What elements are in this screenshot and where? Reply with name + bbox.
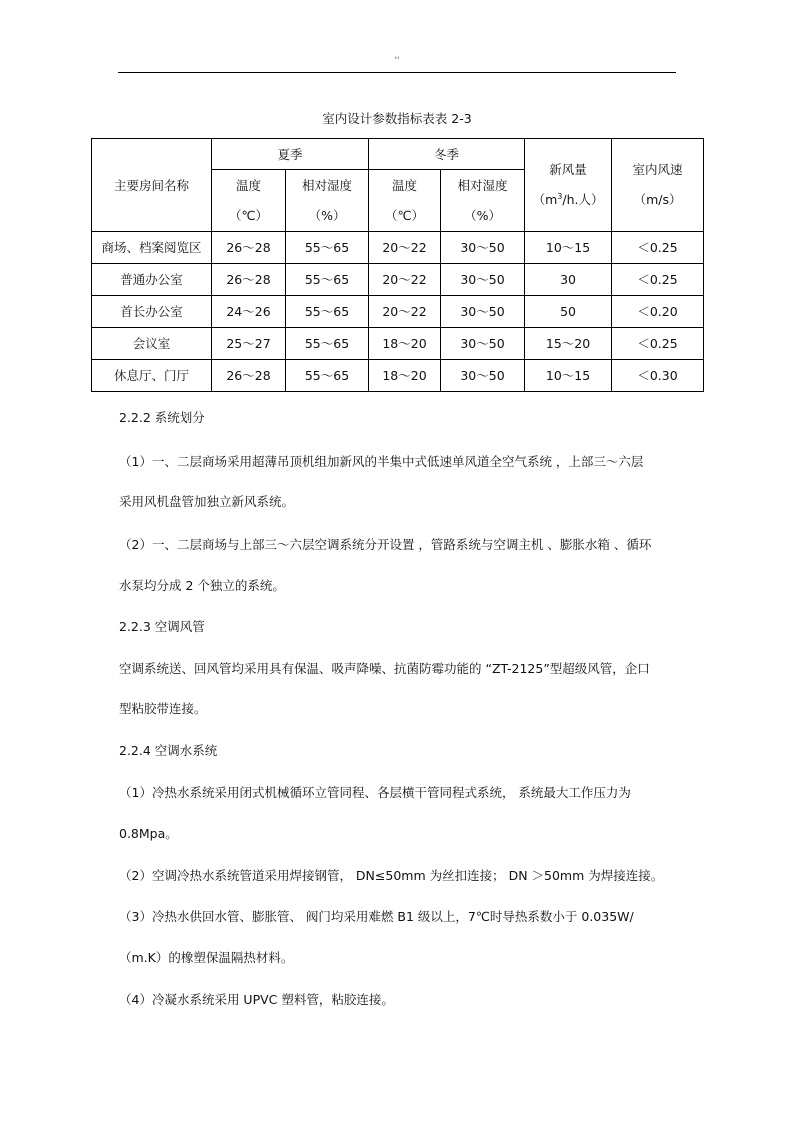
cell-room-name: 首长办公室 [92, 296, 212, 328]
paragraph-line: （3）冷热水供回水管、膨胀管、 阀门均采用难燃 B1 级以上，7℃时导热系数小于 0.035W/ [119, 909, 634, 924]
winter-temp-unit: （℃） [384, 207, 425, 223]
cell-air-speed: ＜0.20 [612, 296, 704, 328]
cell-summer-humidity: 55～65 [286, 360, 369, 392]
table-row [92, 328, 704, 360]
cell-winter-temp: 18～20 [369, 360, 441, 392]
header-fresh-air [525, 139, 612, 232]
header-room-name: 主要房间名称 [92, 139, 212, 232]
table-row [92, 296, 704, 328]
cell-summer-temp: 26～28 [212, 264, 286, 296]
winter-temp-label: 温度 [392, 177, 418, 193]
cell-air-speed: ＜0.30 [612, 360, 704, 392]
cell-summer-temp: 26～28 [212, 232, 286, 264]
header-winter: 冬季 [369, 139, 525, 170]
cell-fresh-air: 50 [525, 296, 612, 328]
cell-winter-temp: 18～20 [369, 328, 441, 360]
paragraph-line: 型粘胶带连接。 [119, 701, 207, 716]
header-fresh-air-label: 新风量 [549, 162, 587, 177]
cell-fresh-air: 10～15 [525, 360, 612, 392]
cell-fresh-air: 15～20 [525, 328, 612, 360]
cell-summer-temp: 25～27 [212, 328, 286, 360]
fresh-air-unit-pre: （m [532, 192, 558, 207]
paragraph-line: （1）冷热水系统采用闭式机械循环立管同程、各层横干管同程式系统， 系统最大工作压力为 [119, 785, 631, 800]
table-header-row [92, 139, 704, 170]
cell-room-name: 会议室 [92, 328, 212, 360]
table-row [92, 264, 704, 296]
section-title-2-2-2: 2.2.2 系统划分 [119, 410, 205, 425]
cell-winter-temp: 20～22 [369, 264, 441, 296]
cell-winter-humidity: 30～50 [441, 296, 525, 328]
cell-winter-humidity: 30～50 [441, 328, 525, 360]
header-mark: '' [394, 56, 400, 66]
header-air-speed [612, 139, 704, 232]
header-fresh-air-unit [525, 185, 611, 215]
cell-summer-humidity: 55～65 [286, 296, 369, 328]
header-summer: 夏季 [212, 139, 369, 170]
cell-summer-humidity: 55～65 [286, 328, 369, 360]
paragraph-line: 采用风机盘管加独立新风系统。 [119, 494, 295, 509]
cell-fresh-air: 30 [525, 264, 612, 296]
winter-humidity-label: 相对湿度 [457, 177, 508, 193]
summer-temp-unit: （℃） [228, 207, 269, 223]
paragraph-line: （2）空调冷热水系统管道采用焊接钢管， DN≤50mm 为丝扣连接； DN ＞50mm 为焊接连接。 [119, 868, 664, 883]
header-air-speed-label: 室内风速 [632, 162, 683, 177]
table-row [92, 360, 704, 392]
fresh-air-unit-post: /h.人） [562, 192, 604, 207]
winter-humidity-unit: （%） [464, 207, 501, 223]
cell-winter-temp: 20～22 [369, 232, 441, 264]
header-air-speed-unit: （m/s） [633, 192, 682, 207]
cell-fresh-air: 10～15 [525, 232, 612, 264]
paragraph-line: 空调系统送、回风管均采用具有保温、吸声降噪、抗菌防霉功能的 “ZT-2125”型超级风管，企口 [119, 661, 650, 676]
summer-humidity-unit: （%） [308, 207, 346, 223]
cell-air-speed: ＜0.25 [612, 264, 704, 296]
header-rule [118, 72, 676, 73]
paragraph-line: （4）冷凝水系统采用 UPVC 塑料管，粘胶连接。 [119, 992, 394, 1007]
cell-winter-temp: 20～22 [369, 296, 441, 328]
cell-room-name: 休息厅、门厅 [92, 360, 212, 392]
summer-humidity-label: 相对湿度 [302, 177, 353, 193]
cell-room-name: 商场、档案阅览区 [92, 232, 212, 264]
cell-summer-temp: 26～28 [212, 360, 286, 392]
section-title-2-2-3: 2.2.3 空调风管 [119, 619, 205, 634]
fresh-air-unit-sup: 3 [557, 191, 563, 201]
summer-temp-label: 温度 [235, 177, 261, 193]
paragraph-line: 水泵均分成 2 个独立的系统。 [119, 578, 285, 593]
cell-summer-temp: 24～26 [212, 296, 286, 328]
cell-summer-humidity: 55～65 [286, 232, 369, 264]
cell-winter-humidity: 30～50 [441, 360, 525, 392]
header-winter-humidity [441, 170, 525, 232]
section-title-2-2-4: 2.2.4 空调水系统 [119, 743, 218, 758]
paragraph-line: （m.K）的橡塑保温隔热材料。 [119, 950, 294, 965]
header-winter-temp [369, 170, 441, 232]
table-row [92, 232, 704, 264]
cell-room-name: 普通办公室 [92, 264, 212, 296]
cell-winter-humidity: 30～50 [441, 232, 525, 264]
table-caption: 室内设计参数指标表表 2-3 [322, 111, 472, 126]
cell-air-speed: ＜0.25 [612, 328, 704, 360]
cell-winter-humidity: 30～50 [441, 264, 525, 296]
design-parameters-table [91, 138, 704, 392]
header-summer-humidity [286, 170, 369, 232]
header-summer-temp [212, 170, 286, 232]
paragraph-line: 0.8Mpa。 [119, 826, 178, 841]
cell-air-speed: ＜0.25 [612, 232, 704, 264]
paragraph-line: （1）一、二层商场采用超薄吊顶机组加新风的半集中式低速单风道全空气系统 ，上部三～六层 [119, 454, 644, 469]
cell-summer-humidity: 55～65 [286, 264, 369, 296]
paragraph-line: （2）一、二层商场与上部三～六层空调系统分开设置 ，管路系统与空调主机 、膨胀水箱 、循环 [119, 537, 652, 552]
